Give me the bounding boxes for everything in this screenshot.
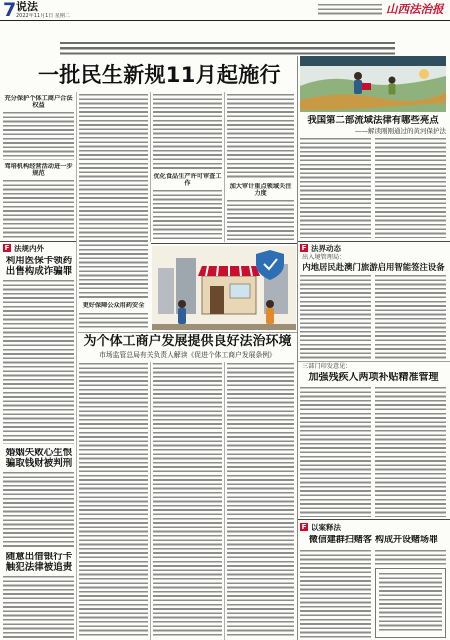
section-f-icon: F (4, 244, 10, 252)
section-label: 以案释法 (311, 522, 341, 532)
feature-cartoon (152, 246, 296, 330)
lead-body-text (153, 94, 222, 170)
news-kicker: 三部门印发意见： (302, 363, 352, 370)
lead-body-text (153, 190, 222, 240)
river-body-text (300, 138, 371, 238)
news-headline: 加强残疾人两项补贴精准管理 (308, 372, 439, 383)
feature-body-text (79, 363, 148, 638)
news-divider (298, 361, 450, 362)
masthead-logo: 山西法治报 (386, 3, 444, 16)
case-body-text (375, 550, 446, 566)
headline-line: 骗取钱财被判刑 (5, 457, 73, 469)
news-body-text (300, 387, 371, 517)
lead-subhead: 充分保护个体工商户合法权益 (4, 95, 73, 109)
header-rule (0, 20, 450, 21)
left-article-headline (3, 256, 75, 277)
lead-body-text (3, 180, 74, 238)
lead-body-text (3, 112, 74, 160)
headline-line: 随意出借银行卡 (5, 552, 73, 562)
column-rule (297, 56, 298, 640)
section-label: 法规内外 (14, 243, 44, 253)
headline-line: 触犯法律被追责 (5, 561, 73, 573)
left-section-header (3, 243, 44, 253)
column-rule (76, 92, 77, 640)
column-rule (224, 362, 225, 640)
news-body-text (375, 275, 446, 359)
judge-comment-box (375, 568, 446, 638)
news-headline: 内地居民赴澳门旅游启用智能签注设备 (302, 262, 445, 272)
issue-date: 2022年11月1日 星期二 (16, 13, 70, 19)
lead-body-text (79, 94, 148, 300)
left-article-body (3, 280, 74, 444)
lead-body-text (79, 313, 148, 330)
headline-line: 出售构成诈骗罪 (5, 265, 73, 277)
section-rule (151, 243, 297, 244)
feature-body-text (153, 363, 222, 638)
section-label: 法界动态 (311, 243, 341, 253)
headline-line: 利用医保卡领药 (5, 256, 73, 266)
page-number: 7 (3, 0, 17, 21)
river-headline: 我国第二部流域法律有哪些亮点 (307, 115, 439, 126)
left-article-body (3, 576, 74, 638)
news-kicker: 出入境管理局： (302, 254, 346, 261)
feature-top-rule (78, 332, 297, 333)
case-body-text (300, 550, 371, 638)
column-rule (150, 362, 151, 640)
section-f-icon: F (301, 523, 307, 531)
lead-intro-text (60, 42, 395, 57)
river-subtitle: ——解读刚刚通过的黄河保护法 (355, 127, 446, 135)
lead-subhead: 加大审计重点领域关注力度 (229, 183, 292, 197)
feature-subtitle: 市场监管总局有关负责人解读《促进个体工商户发展条例》 (99, 351, 276, 359)
news-section-header (300, 243, 341, 253)
person-icon (266, 300, 274, 324)
feature-body-text (227, 363, 294, 638)
feature-headline: 为个体工商户发展提供良好法治环境 (83, 334, 292, 349)
lead-headline: 一批民生新规11月起施行 (38, 63, 281, 87)
river-body-text (375, 138, 446, 238)
news-body-text (300, 275, 371, 359)
section-rule (298, 519, 450, 520)
judge-comment-text (379, 573, 442, 633)
person-icon (178, 300, 186, 324)
news-body-text (375, 387, 446, 517)
lead-subhead: 优化食品生产许可审查工作 (153, 173, 222, 187)
page-header (0, 0, 450, 20)
lead-body-text (227, 94, 294, 180)
column-rule (224, 92, 225, 242)
lead-subhead: 更好保障公众用药安全 (82, 302, 145, 309)
section-f-icon: F (301, 244, 307, 252)
case-headline: 微信建群扫赌客 构成开设赌场罪 (308, 535, 439, 545)
editor-credits (318, 4, 382, 15)
left-article-headline (3, 448, 75, 469)
left-article-body (3, 472, 74, 548)
section-title: 说法 (16, 1, 38, 13)
lead-body-text (227, 200, 294, 240)
case-section-header (300, 522, 341, 532)
figure-icon (389, 77, 396, 95)
shop-front-icon (198, 266, 260, 314)
column-rule (150, 92, 151, 242)
lead-subhead: 驾培机构经营活动进一步规范 (4, 163, 73, 177)
headline-line: 婚姻失败心生恨 (5, 448, 73, 458)
yellow-river-illustration (300, 56, 446, 112)
left-article-headline (3, 552, 75, 573)
